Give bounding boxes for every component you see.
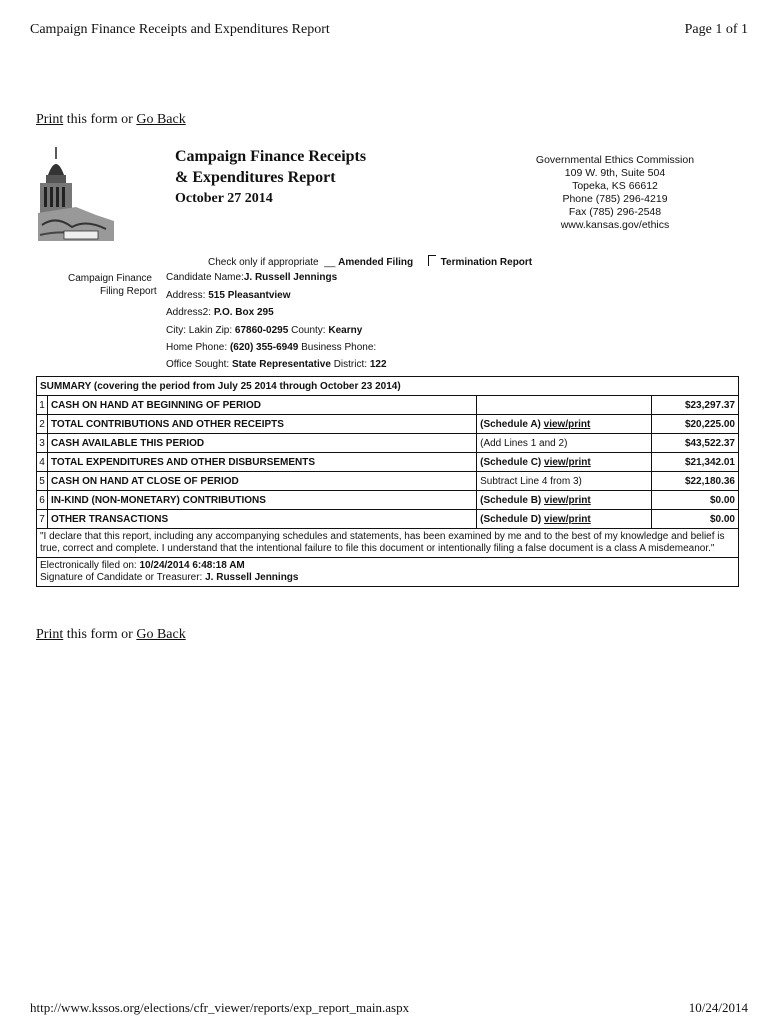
footer-url: http://www.kssos.org/elections/cfr_viewer/reports/exp_report_main.aspx xyxy=(30,1000,410,1015)
signature-line xyxy=(40,572,735,584)
agency-name: Governmental Ethics Commission xyxy=(535,154,695,166)
bottom-nav xyxy=(36,627,186,643)
amended-checkbox-blank[interactable]: __ xyxy=(324,257,336,268)
summary-heading-row xyxy=(37,377,739,396)
city-value: Lakin xyxy=(188,325,213,336)
view-print-link[interactable]: view/print xyxy=(543,418,591,430)
line-number: 3 xyxy=(37,434,48,453)
candidate-name: J. Russell Jennings xyxy=(243,272,338,283)
filed-on-line xyxy=(40,560,735,572)
declaration-row xyxy=(37,529,739,558)
address2-label: Address2: xyxy=(166,307,212,318)
line-description: CASH ON HAND AT BEGINNING OF PERIOD xyxy=(47,396,476,415)
city-row xyxy=(166,325,362,336)
termination-report-label: Termination Report xyxy=(440,257,533,268)
filing-info xyxy=(37,558,739,587)
line-schedule xyxy=(477,396,652,415)
schedule-label: (Schedule B) xyxy=(480,494,545,506)
line-number: 4 xyxy=(37,453,48,472)
line-schedule xyxy=(477,510,652,529)
schedule-label: (Add Lines 1 and 2) xyxy=(480,437,568,449)
home-phone-value: (620) 355-6949 xyxy=(229,342,299,353)
schedule-label: (Schedule C) xyxy=(480,456,545,468)
line-schedule xyxy=(477,453,652,472)
agency-city: Topeka, KS 66612 xyxy=(572,180,658,192)
summary-row xyxy=(37,472,739,491)
agency-info xyxy=(510,154,720,232)
line-description: TOTAL EXPENDITURES AND OTHER DISBURSEMENTS xyxy=(47,453,476,472)
phone-row xyxy=(166,342,376,353)
agency-phone: Phone (785) 296-4219 xyxy=(562,193,668,205)
business-phone-label: Business Phone: xyxy=(301,342,377,353)
page-header-title: Campaign Finance Receipts and Expenditures Report xyxy=(30,22,330,37)
top-nav xyxy=(36,112,186,128)
filed-on-label: Electronically filed on: xyxy=(40,560,137,571)
zip-label: Zip: xyxy=(215,325,233,336)
go-back-link[interactable]: Go Back xyxy=(136,112,186,127)
report-date: October 27 2014 xyxy=(175,191,273,206)
filing-info-row xyxy=(37,558,739,587)
line-amount: $43,522.37 xyxy=(652,434,739,453)
line-schedule xyxy=(477,472,652,491)
line-schedule xyxy=(477,491,652,510)
nav-connector-text: this form or xyxy=(63,112,137,127)
check-instruction: Check only if appropriate xyxy=(208,257,319,268)
county-label: County: xyxy=(291,325,326,336)
agency-website: www.kansas.gov/ethics xyxy=(560,219,670,231)
district-label: District: xyxy=(333,359,368,370)
line-amount: $22,180.36 xyxy=(652,472,739,491)
form-label xyxy=(68,272,152,285)
line-amount: $0.00 xyxy=(652,510,739,529)
line-number: 1 xyxy=(37,396,48,415)
filing-options xyxy=(208,255,532,268)
report-title-line2: & Expenditures Report xyxy=(175,169,336,186)
candidate-name-label: Candidate Name: xyxy=(166,272,244,283)
view-print-link[interactable]: view/print xyxy=(544,456,591,468)
report-title xyxy=(175,146,366,209)
line-amount: $23,297.37 xyxy=(652,396,739,415)
line-description: TOTAL CONTRIBUTIONS AND OTHER RECEIPTS xyxy=(47,415,476,434)
nav-connector-text-bottom: this form or xyxy=(63,627,137,642)
print-link[interactable]: Print xyxy=(36,112,64,127)
line-description: IN-KIND (NON-MONETARY) CONTRIBUTIONS xyxy=(47,491,476,510)
schedule-label: (Schedule A) xyxy=(480,418,544,430)
print-link-bottom[interactable]: Print xyxy=(36,627,64,642)
county-value: Kearny xyxy=(328,325,363,336)
summary-row xyxy=(37,453,739,472)
home-phone-label: Home Phone: xyxy=(166,342,228,353)
office-row xyxy=(166,359,387,370)
schedule-label: (Schedule D) xyxy=(480,513,545,525)
line-number: 7 xyxy=(37,510,48,529)
form-label-line2: Filing Report xyxy=(100,286,157,297)
agency-fax: Fax (785) 296-2548 xyxy=(568,206,662,218)
summary-row xyxy=(37,491,739,510)
line-description: CASH ON HAND AT CLOSE OF PERIOD xyxy=(47,472,476,491)
termination-checkbox[interactable] xyxy=(428,255,436,266)
go-back-link-bottom[interactable]: Go Back xyxy=(136,627,186,642)
summary-table xyxy=(36,376,739,587)
summary-row xyxy=(37,396,739,415)
summary-row xyxy=(37,415,739,434)
line-amount: $21,342.01 xyxy=(652,453,739,472)
address-row xyxy=(166,290,291,301)
line-schedule xyxy=(477,415,652,434)
view-print-link[interactable]: view/print xyxy=(544,513,591,525)
line-description: CASH AVAILABLE THIS PERIOD xyxy=(47,434,476,453)
summary-row xyxy=(37,510,739,529)
candidate-name-row xyxy=(166,272,337,283)
filed-on-value: 10/24/2014 6:48:18 AM xyxy=(139,560,245,571)
district-value: 122 xyxy=(369,359,387,370)
capitol-seal-icon xyxy=(36,145,120,245)
line-number: 2 xyxy=(37,415,48,434)
report-title-line1: Campaign Finance Receipts xyxy=(175,148,367,165)
amended-filing-label: Amended Filing xyxy=(338,257,414,268)
form-label-line1: Campaign Finance xyxy=(68,273,152,284)
city-label: City: xyxy=(166,325,186,336)
declaration-text: "I declare that this report, including any accompanying schedules and statements, has been examined by me and to the best of my knowledge and belief is true, correct and complete. I understand that the intentional failure to file this document or intentionally filing a false document is a class A misdemeanor." xyxy=(37,529,739,558)
address-label: Address: xyxy=(166,290,206,301)
agency-address: 109 W. 9th, Suite 504 xyxy=(564,167,666,179)
line-amount: $20,225.00 xyxy=(652,415,739,434)
office-value: State Representative xyxy=(231,359,331,370)
schedule-label: Subtract Line 4 from 3) xyxy=(480,475,582,487)
address2-value: P.O. Box 295 xyxy=(213,307,274,318)
line-schedule xyxy=(477,434,652,453)
address-value: 515 Pleasantview xyxy=(208,290,291,301)
line-number: 5 xyxy=(37,472,48,491)
view-print-link[interactable]: view/print xyxy=(544,494,591,506)
signature-label: Signature of Candidate or Treasurer: xyxy=(40,572,203,583)
page-number: Page 1 of 1 xyxy=(684,22,748,37)
line-description: OTHER TRANSACTIONS xyxy=(47,510,476,529)
form-label-second xyxy=(100,285,157,298)
line-number: 6 xyxy=(37,491,48,510)
footer-date: 10/24/2014 xyxy=(688,1000,748,1015)
line-amount: $0.00 xyxy=(652,491,739,510)
signature-value: J. Russell Jennings xyxy=(205,572,299,583)
address2-row xyxy=(166,307,274,318)
summary-row xyxy=(37,434,739,453)
office-label: Office Sought: xyxy=(166,359,230,370)
summary-heading: SUMMARY (covering the period from July 25 2014 through October 23 2014) xyxy=(37,377,739,396)
zip-value: 67860-0295 xyxy=(234,325,289,336)
